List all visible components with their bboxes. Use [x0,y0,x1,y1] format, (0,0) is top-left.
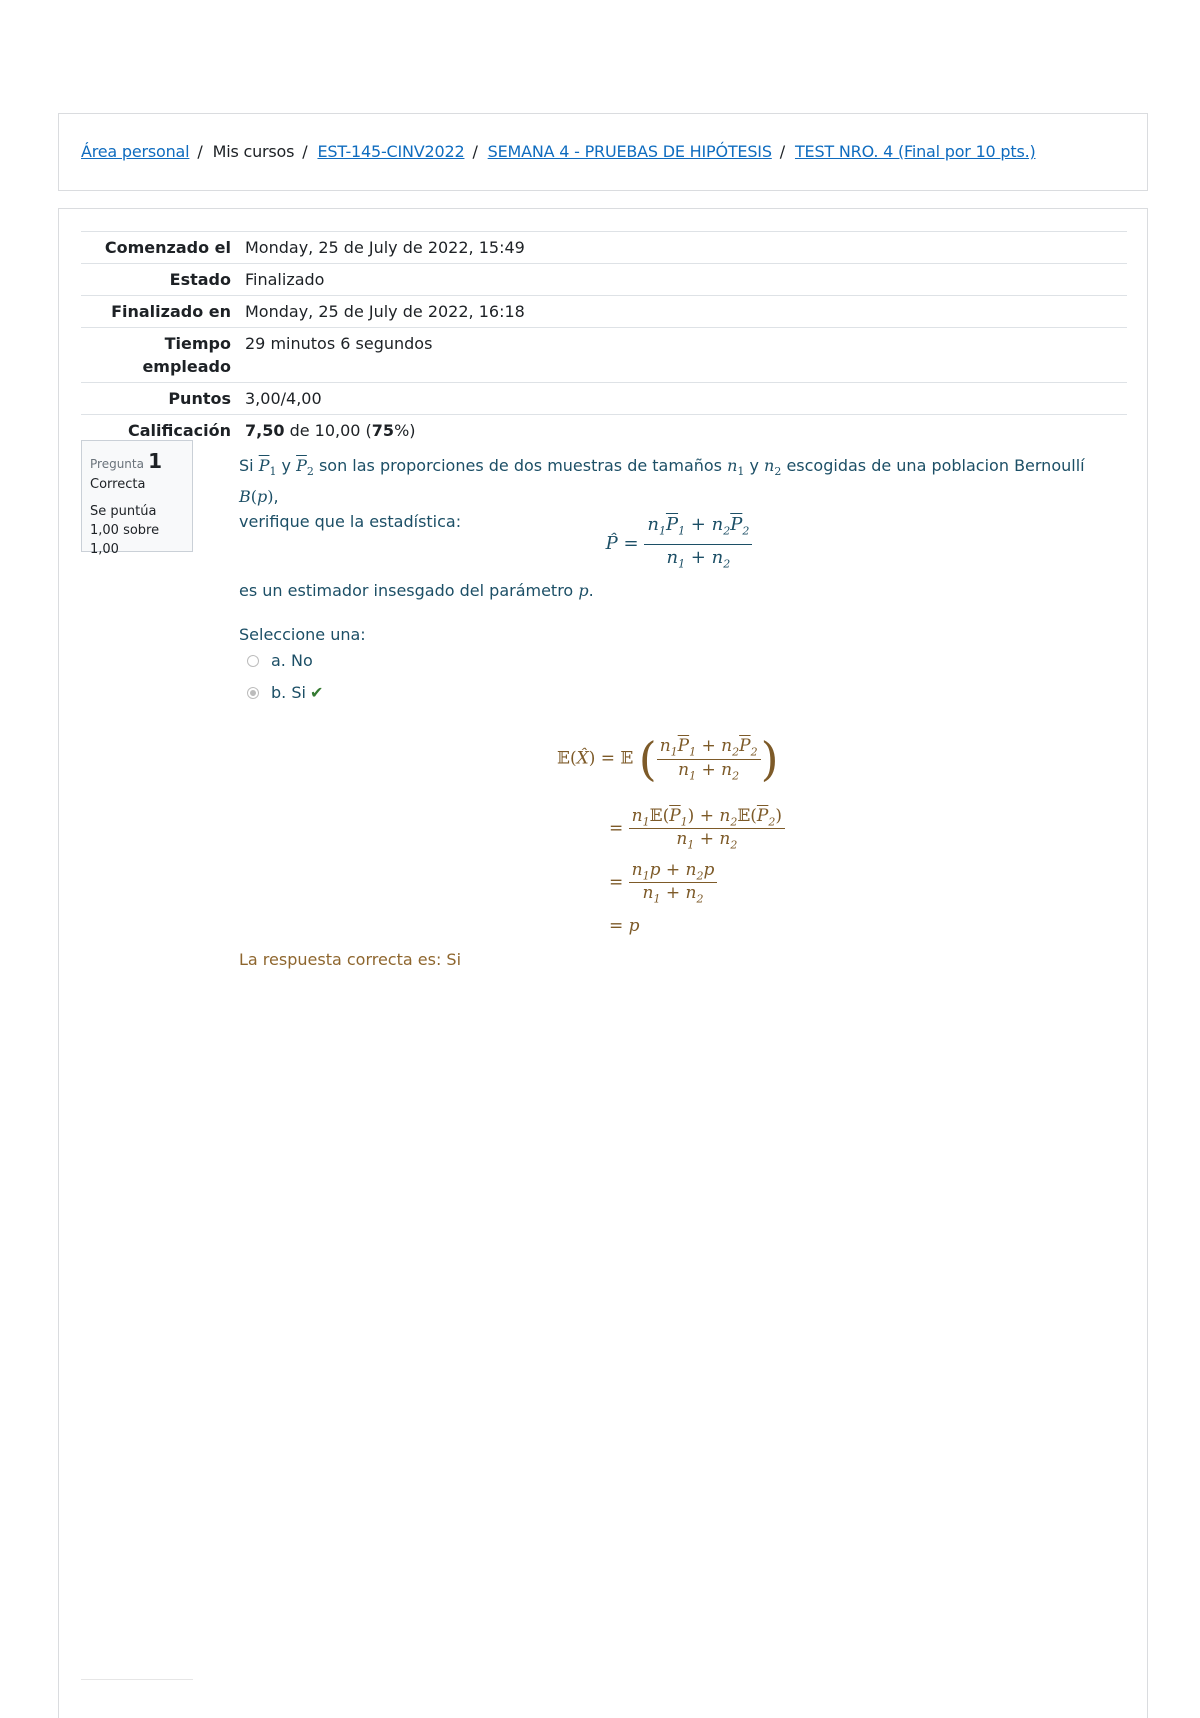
check-icon: ✔ [309,683,324,702]
question-text-part: son las proporciones de dos muestras de tamaños [313,456,728,475]
radio-button-checked[interactable] [247,687,259,699]
option-label: a. No [271,651,313,670]
derivation-line-1: 𝔼(X̂) = 𝔼 ( $\frac{n_1\overline{P}_1 + n_2\overline{P}_2}{n_1 + n_2}$ ) [557,732,779,786]
grade-score: 7,50 [245,421,285,440]
breadcrumb-link-course[interactable]: EST-145-CINV2022 [317,142,465,161]
math-bernoulli: B(p) [239,487,274,507]
radio-button[interactable] [247,655,259,667]
summary-row-state [81,264,1127,296]
question-grade: Se puntúa 1,00 sobre 1,00 [90,504,160,557]
breadcrumb-link-quiz[interactable]: TEST NRO. 4 (Final por 10 pts.) [794,142,1036,161]
summary-label-part: empleado [142,357,231,376]
next-question-box-edge [81,1679,193,1680]
summary-row-points [81,383,1127,415]
option-a[interactable] [247,648,313,673]
math-p: p [578,581,589,600]
question-text-part: y [276,456,297,475]
breadcrumb-separator: / [472,142,478,161]
estimator-equation: P̂ = $\frac{n_1\overline{P}_1 + n_2\overline{P}_2}{n_1 + n_2}$ [239,512,1119,576]
question-number [90,449,184,473]
question-info-box [81,440,193,557]
option-label: b. Si [271,683,306,702]
summary-label: Puntos [168,389,231,408]
summary-value: 3,00/4,00 [245,389,322,408]
quiz-review-card [58,208,1148,1718]
question-text-part: escogidas de una poblacion Bernoullí [781,456,1085,475]
question-text-part: es un estimador insesgado del parámetro [239,581,579,600]
question-text-part: y [744,456,765,475]
breadcrumb-item-mis-cursos: Mis cursos [212,142,295,161]
derivation-line-2: = $\frac{n_1𝔼(\overline{P}_1) + n_2𝔼(\overline{P}_2)}{n_1 + n_2}$ [609,806,785,852]
breadcrumb-separator: / [302,142,308,161]
question-text-part: Si [239,456,259,475]
summary-value: 29 minutos 6 segundos [245,334,433,353]
option-b[interactable] [247,680,323,705]
summary-row-finished [81,296,1127,328]
summary-label-part: Tiempo [164,334,231,353]
summary-row-time [81,328,1127,383]
question-text-end: es un estimador insesgado del parámetro p. [239,581,594,600]
summary-label [81,328,245,383]
question-text: Si $\overline{P}_1$ y $\overline{P}_2$ son las proporciones de dos muestras de tamaños $n_1$ y $n_2$ escogidas de una poblacion Bernoullí B(p), verifique que la estadística: [239,456,1085,532]
math-p2-bar: $\overline{P}_2$ [296,456,314,479]
breadcrumb [81,142,1036,161]
breadcrumb-link-section[interactable]: SEMANA 4 - PRUEBAS DE HIPÓTESIS [487,142,772,161]
math-p1-bar: $\overline{P}_1$ [258,456,277,479]
breadcrumb-separator: / [197,142,203,161]
derivation-line-4: = p [609,916,640,936]
breadcrumb-link-area-personal[interactable]: Área personal [81,142,190,161]
breadcrumb-separator: / [779,142,785,161]
question-text-part: verifique que la estadística: [239,512,462,532]
right-answer: La respuesta correcta es: Si [239,950,462,969]
breadcrumb-card [58,113,1148,191]
question-number-value: 1 [148,449,163,473]
grade-of: de 10,00 ( [284,421,372,440]
select-prompt: Seleccione una: [239,625,366,644]
math-n1: $n_1$ [727,456,745,479]
grade-percent: 75 [371,421,395,440]
summary-label: Comenzado el [104,238,231,257]
question-number-label: Pregunta [90,457,144,471]
question-state: Correcta [90,477,146,492]
summary-row-started [81,232,1127,264]
summary-value: Monday, 25 de July de 2022, 16:18 [245,302,525,321]
derivation-line-3: = $\frac{n_1p + n_2p}{n_1 + n_2}$ [609,860,717,906]
summary-label: Calificación [128,421,231,440]
summary-value: Monday, 25 de July de 2022, 15:49 [245,238,525,257]
summary-label: Estado [169,270,231,289]
summary-label: Finalizado en [111,302,231,321]
summary-row-grade [81,415,1127,447]
math-n2: $n_2$ [764,456,782,479]
summary-value: Finalizado [245,270,325,289]
grade-tail: %) [394,421,416,440]
summary-value [245,415,1127,447]
attempt-summary-table [81,231,1127,446]
